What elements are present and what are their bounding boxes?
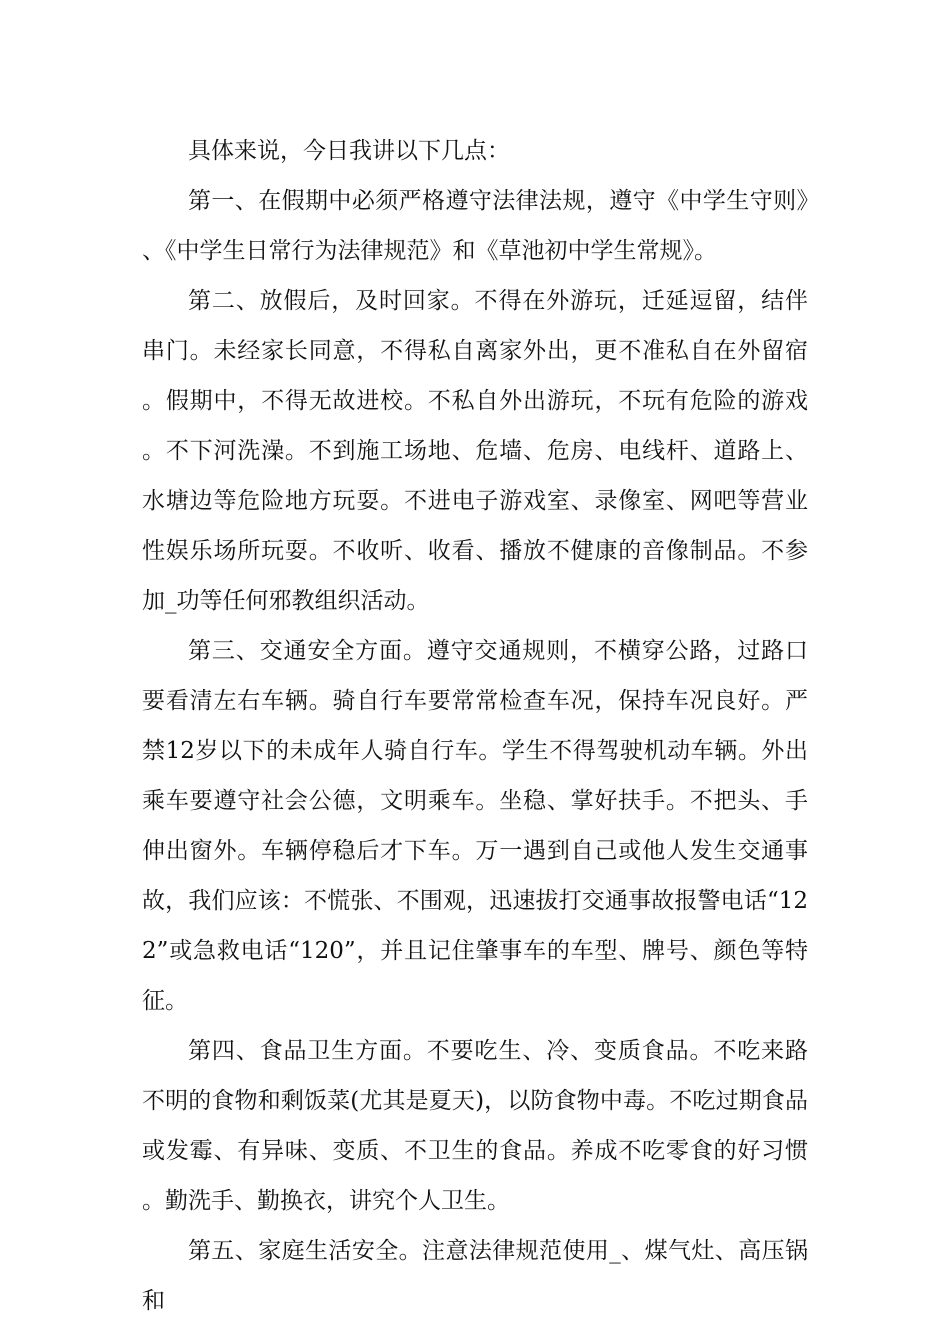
document-body [142, 126, 808, 1326]
paragraph-point-five: 第五、家庭生活安全。注意法律规范使用_、煤气灶、高压锅和 [142, 1238, 808, 1314]
paragraph-point-one: 第一、在假期中必须严格遵守法律法规，遵守《中学生守则》、《中学生日常行为法律规范》和《草池初中学生常规》。 [142, 188, 808, 264]
paragraph-point-two: 第二、放假后，及时回家。不得在外游玩，迁延逗留，结伴串门。未经家长同意，不得私自离家外出，更不准私自在外留宿。假期中，不得无故进校。不私自外出游玩，不玩有危险的游戏。不下河洗澡。不到施工场地、危墙、危房、电线杆、道路上、水塘边等危险地方玩耍。不进电子游戏室、录像室、网吧等营业性娱乐场所玩耍。不收听、收看、播放不健康的音像制品。不参加_功等任何邪教组织活动。 [142, 288, 808, 614]
paragraph-point-four: 第四、食品卫生方面。不要吃生、冷、变质食品。不吃来路不明的食物和剩饭菜(尤其是夏天)，以防食物中毒。不吃过期食品或发霉、有异味、变质、不卫生的食品。养成不吃零食的好习惯。勤洗手、勤换衣，讲究个人卫生。 [142, 1038, 808, 1214]
paragraph-intro: 具体来说，今日我讲以下几点： [188, 138, 510, 164]
paragraph-point-three: 第三、交通安全方面。遵守交通规则，不横穿公路，过路口要看清左右车辆。骑自行车要常常检查车况，保持车况良好。严禁12岁以下的未成年人骑自行车。学生不得驾驶机动车辆。外出乘车要遵守社会公德，文明乘车。坐稳、掌好扶手。不把头、手伸出窗外。车辆停稳后才下车。万一遇到自己或他人发生交通事故，我们应该：不慌张、不围观，迅速拔打交通事故报警电话“122”或急救电话“120”，并且记住肇事车的车型、牌号、颜色等特征。 [142, 638, 808, 1014]
